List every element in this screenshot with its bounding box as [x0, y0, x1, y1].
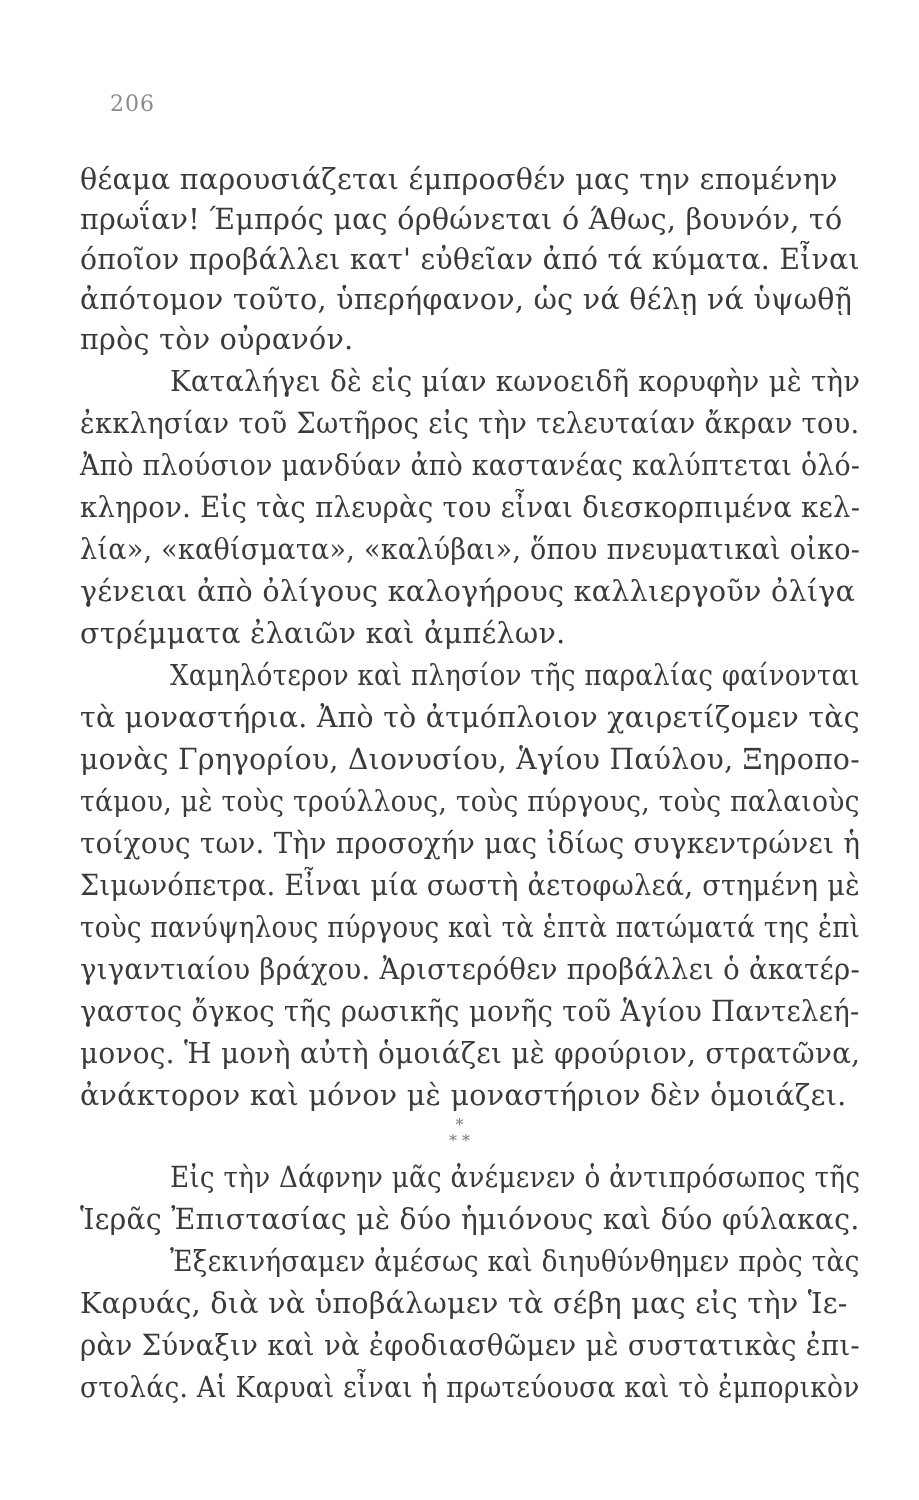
section-separator-bottom: * *: [448, 1131, 471, 1150]
text-line: στρέμματα ἐλαιῶν καὶ ἀμπέλων.: [80, 617, 566, 650]
text-line: Σιμωνόπετρα. Εἶναι μία σωστὴ ἀετοφωλεά, στημένη μὲ: [80, 869, 860, 902]
text-line: Ἐξεκινήσαμεν ἀμέσως καὶ διηυθύνθημεν πρὸς τὰς: [170, 1245, 860, 1278]
text-line: κληρον. Εἰς τὰς πλευρὰς του εἶναι διεσκορπιμένα κελ-: [80, 491, 861, 524]
text-line: ρὰν Σύναξιν καὶ νὰ ἐφοδιασθῶμεν μὲ συστατικὰς ἐπι-: [80, 1329, 861, 1362]
text-line: πρωΐαν! Έμπρός μας όρθώνεται ό Άθως, βουνόν, τό: [80, 203, 843, 236]
page-number: 206: [110, 92, 155, 117]
text-line: μονὰς Γρηγορίου, Διονυσίου, Ἁγίου Παύλου, Ξηροπο-: [80, 743, 861, 776]
text-line: Ἱερᾶς Ἐπιστασίας μὲ δύο ἡμιόνους καὶ δύο φύλακας.: [80, 1203, 860, 1236]
section-separator-top: *: [455, 1115, 464, 1134]
text-line: ἀπότομον τοῦτο, ὑπερήφανον, ὡς νά θέλῃ νά ὑψωθῇ: [80, 283, 853, 316]
text-line: ἐκκλησίαν τοῦ Σωτῆρος εἰς τὴν τελευταίαν ἄκραν του.: [80, 407, 860, 440]
text-line: μονος. Ἡ μονὴ αὐτὴ ὁμοιάζει μὲ φρούριον, στρατῶνα,: [80, 1037, 861, 1070]
text-line: λία», «καθίσματα», «καλύβαι», ὅπου πνευματικαὶ οἰκο-: [80, 533, 861, 566]
text-line: γαστος ὄγκος τῆς ρωσικῆς μονῆς τοῦ Ἁγίου Παντελεή-: [80, 995, 860, 1028]
text-line: τάμου, μὲ τοὺς τρούλλους, τοὺς πύργους, τοὺς παλαιοὺς: [80, 785, 860, 818]
text-line: θέαμα παρουσιάζεται έμπροσθέν μας την επομένην: [80, 163, 838, 196]
text-line: Καρυάς, διὰ νὰ ὑποβάλωμεν τὰ σέβη μας εἰς τὴν Ἱε-: [80, 1287, 848, 1320]
text-line: Καταλήγει δὲ εἰς μίαν κωνοειδῆ κορυφὴν μὲ τὴν: [170, 365, 861, 398]
text-line: Χαμηλότερον καὶ πλησίον τῆς παραλίας φαίνονται: [170, 659, 861, 692]
text-line: Εἰς τὴν Δάφνην μᾶς ἀνέμενεν ὁ ἀντιπρόσωπος τῆς: [170, 1161, 861, 1194]
text-line: γιγαντιαίου βράχου. Ἀριστερόθεν προβάλλει ὁ ἀκατέρ-: [80, 953, 861, 986]
text-line: πρὸς τὸν οὐρανόν.: [80, 323, 354, 356]
text-line: γένειαι ἀπὸ ὀλίγους καλογήρους καλλιεργοῦν ὀλίγα: [80, 575, 856, 608]
text-line: στολάς. Αἱ Καρυαὶ εἶναι ἡ πρωτεύουσα καὶ τὸ ἐμπορικὸν: [80, 1371, 860, 1404]
text-line: όποῖον προβάλλει κατ' εὐθεῖαν ἀπό τά κύματα. Εἶναι: [80, 243, 860, 276]
text-line: Ἀπὸ πλούσιον μανδύαν ἀπὸ καστανέας καλύπτεται ὁλό-: [80, 449, 861, 482]
text-line: τοὺς πανύψηλους πύργους καὶ τὰ ἑπτὰ πατώματά της ἐπὶ: [80, 911, 861, 944]
text-line: τοίχους των. Τὴν προσοχήν μας ἰδίως συγκεντρώνει ἡ: [80, 827, 861, 860]
text-line: ἀνάκτορον καὶ μόνον μὲ μοναστήριον δὲν ὁμοιάζει.: [80, 1079, 847, 1112]
text-line: τὰ μοναστήρια. Ἀπὸ τὸ ἀτμόπλοιον χαιρετίζομεν τὰς: [80, 701, 860, 734]
